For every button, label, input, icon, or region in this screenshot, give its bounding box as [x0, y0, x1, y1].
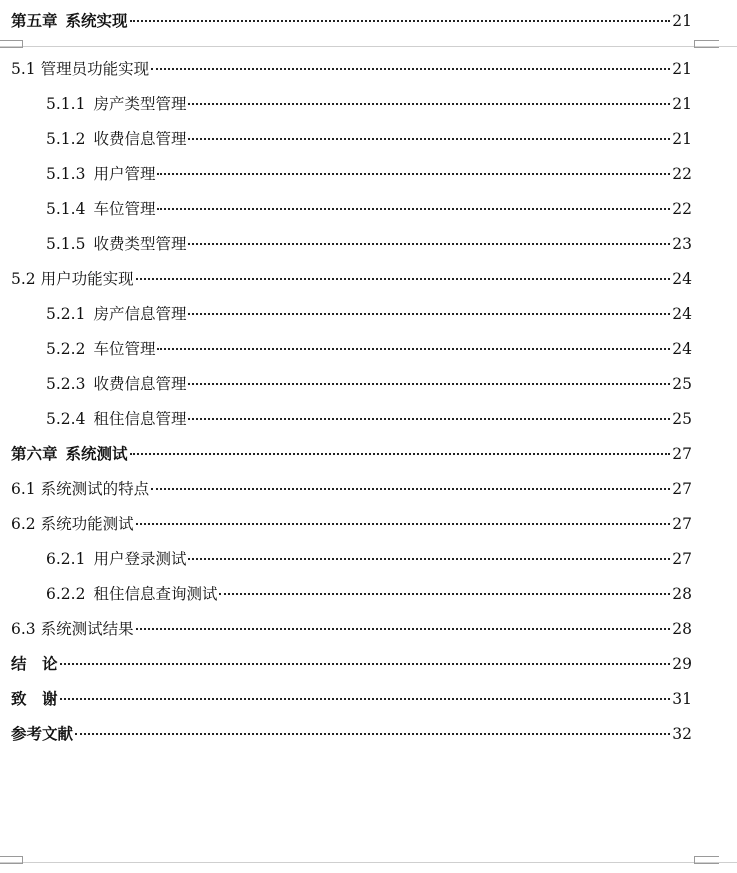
toc-dot-leader [188, 558, 670, 560]
toc-entry[interactable] [46, 91, 692, 117]
toc-entry-page-number: 23 [672, 235, 692, 253]
toc-entry[interactable] [46, 301, 692, 327]
toc-entry-page-number: 25 [672, 375, 692, 393]
toc-entry-page-number: 24 [672, 270, 692, 288]
toc-entry-page-number: 27 [672, 550, 692, 568]
page-break-top [0, 46, 737, 47]
toc-dot-leader [188, 313, 670, 315]
toc-entry-number: 5.2 [11, 270, 36, 288]
toc-entry[interactable] [11, 721, 692, 747]
toc-entry-number: 5.1.2 [46, 130, 86, 148]
toc-entry-title: 用户管理 [93, 165, 156, 183]
toc-entry-number: 6.2 [11, 515, 36, 533]
toc-entry-title: 租住信息查询测试 [93, 585, 218, 603]
toc-entry[interactable] [46, 161, 692, 187]
toc-entry[interactable] [46, 126, 692, 152]
toc-entry-title: 结 论 [11, 654, 58, 673]
toc-entry-title: 用户功能实现 [40, 270, 134, 288]
toc-entry-page-number: 21 [672, 95, 692, 113]
toc-entry[interactable] [11, 266, 692, 292]
toc-entry-title: 租住信息管理 [93, 410, 187, 428]
toc-entry-page-number: 27 [672, 515, 692, 533]
toc-dot-leader [157, 173, 670, 175]
toc-entry[interactable] [46, 371, 692, 397]
toc-entry-page-number: 29 [672, 655, 692, 673]
toc-entry-page-number: 31 [672, 690, 692, 708]
toc-entry-number: 6.2.2 [46, 585, 86, 603]
toc-entry[interactable] [46, 336, 692, 362]
toc-entry[interactable] [46, 406, 692, 432]
toc-dot-leader [188, 243, 670, 245]
toc-entry-page-number: 32 [672, 725, 692, 743]
toc-entry-number: 5.2.1 [46, 305, 86, 323]
toc-entry-title: 系统测试的特点 [40, 480, 150, 498]
toc-entry-number: 6.3 [11, 620, 36, 638]
toc-entry-title: 收费类型管理 [93, 235, 187, 253]
toc-entry[interactable] [11, 56, 692, 82]
toc-entry-number: 6.2.1 [46, 550, 86, 568]
toc-dot-leader [188, 383, 670, 385]
toc-entry[interactable] [46, 196, 692, 222]
toc-entry-title: 收费信息管理 [93, 375, 187, 393]
toc-entry-title: 致 谢 [11, 689, 58, 708]
page-break-bottom [0, 862, 737, 863]
toc-dot-leader [130, 20, 671, 22]
toc-dot-leader [60, 698, 671, 700]
page-corner-mark [694, 40, 719, 48]
toc-entry[interactable] [11, 616, 692, 642]
toc-dot-leader [136, 523, 671, 525]
toc-entry-page-number: 24 [672, 340, 692, 358]
toc-entry-number: 第五章 [11, 11, 58, 30]
toc-entry-page-number: 28 [672, 585, 692, 603]
toc-entry-number: 5.2.4 [46, 410, 86, 428]
toc-entry-number: 5.1 [11, 60, 36, 78]
toc-entry[interactable] [11, 686, 692, 712]
toc-entry-number: 5.1.5 [46, 235, 86, 253]
toc-dot-leader [188, 138, 670, 140]
toc-dot-leader [75, 733, 670, 735]
toc-entry-number: 5.2.3 [46, 375, 86, 393]
toc-entry-page-number: 22 [672, 165, 692, 183]
toc-entry-page-number: 27 [672, 445, 692, 463]
toc-entry-title: 系统功能测试 [40, 515, 134, 533]
toc-entry-page-number: 24 [672, 305, 692, 323]
toc-entry-page-number: 21 [672, 60, 692, 78]
toc-dot-leader [188, 418, 670, 420]
toc-entry-title: 管理员功能实现 [40, 60, 150, 78]
toc-entry-page-number: 27 [672, 480, 692, 498]
toc-entry-page-number: 21 [672, 130, 692, 148]
toc-entry-number: 5.1.1 [46, 95, 86, 113]
toc-dot-leader [136, 628, 671, 630]
toc-entry-number: 5.2.2 [46, 340, 86, 358]
toc-entry[interactable] [11, 476, 692, 502]
toc-dot-leader [151, 488, 670, 490]
page-corner-mark [694, 856, 719, 864]
toc-dot-leader [130, 453, 671, 455]
toc-entry-page-number: 28 [672, 620, 692, 638]
toc-entry[interactable] [11, 441, 692, 467]
toc-entry-title: 用户登录测试 [93, 550, 187, 568]
toc-entry-title: 系统实现 [65, 11, 128, 30]
toc-entry-page-number: 22 [672, 200, 692, 218]
toc-entry[interactable] [11, 651, 692, 677]
toc-entry[interactable] [11, 8, 692, 34]
toc-entry[interactable] [46, 546, 692, 572]
toc-entry[interactable] [46, 581, 692, 607]
toc-dot-leader [219, 593, 670, 595]
toc-entry-title: 房产类型管理 [93, 95, 187, 113]
page-corner-mark [0, 856, 23, 864]
toc-entry-title: 系统测试 [65, 444, 128, 463]
toc-entry[interactable] [46, 231, 692, 257]
toc-dot-leader [157, 348, 670, 350]
toc-dot-leader [136, 278, 671, 280]
toc-entry-title: 系统测试结果 [40, 620, 134, 638]
page-corner-mark [0, 40, 23, 48]
toc-entry-page-number: 21 [672, 12, 692, 30]
toc-dot-leader [188, 103, 670, 105]
toc-entry-title: 参考文献 [11, 724, 74, 743]
toc-entry-page-number: 25 [672, 410, 692, 428]
toc-dot-leader [151, 68, 670, 70]
toc-entry-number: 5.1.4 [46, 200, 86, 218]
toc-entry[interactable] [11, 511, 692, 537]
toc-entry-number: 第六章 [11, 444, 58, 463]
toc-entry-title: 车位管理 [93, 340, 156, 358]
toc-entry-title: 收费信息管理 [93, 130, 187, 148]
toc-dot-leader [60, 663, 671, 665]
toc-entry-title: 房产信息管理 [93, 305, 187, 323]
toc-entry-number: 6.1 [11, 480, 36, 498]
toc-dot-leader [157, 208, 670, 210]
toc-entry-number: 5.1.3 [46, 165, 86, 183]
toc-entry-title: 车位管理 [93, 200, 156, 218]
